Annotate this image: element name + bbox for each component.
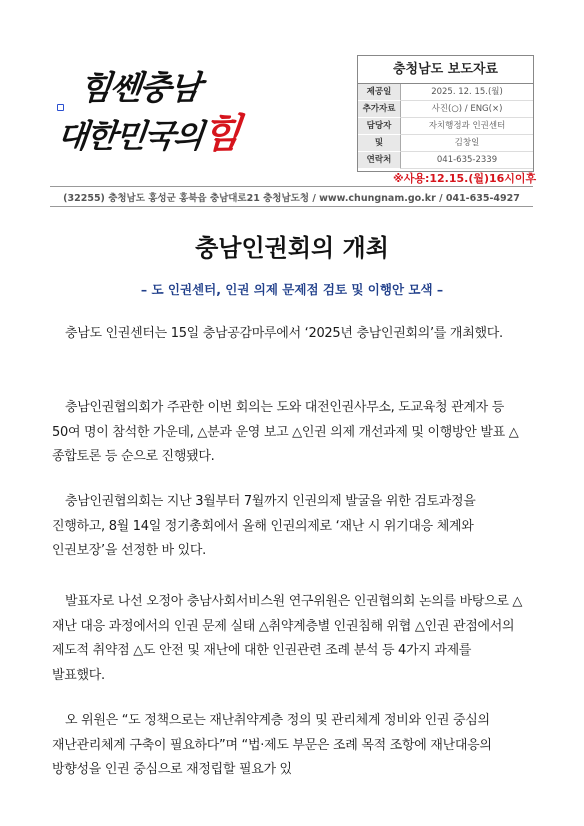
press-release-info-box: [357, 55, 534, 172]
press-release-title: 충청남도 보도자료: [358, 56, 533, 84]
header-divider-bottom: [50, 206, 533, 207]
info-value: 2025. 12. 15.(월): [401, 84, 533, 101]
body-paragraph: 충남인권협의회는 지난 3월부터 7월까지 인권의제 발굴을 위한 검토과정을 진행하고, 8월 14일 정기총회에서 올해 인권의제로 ‘재난 시 위기대응 체계와 인권보장’을 선정한 바 있다.: [52, 494, 476, 558]
info-key: 및: [358, 135, 401, 152]
body-paragraph: 충남도 인권센터는 15일 충남공감마루에서 ‘2025년 충남인권회의’를 개최했다.: [65, 326, 503, 341]
info-key: 담당자: [358, 118, 401, 135]
slogan-line-2: [55, 102, 242, 159]
info-value: 041-635-2339: [401, 152, 533, 169]
info-row-department: [358, 118, 533, 135]
info-value: 사진(○) / ENG(×): [401, 101, 533, 118]
headline: 충남인권회의 개최: [195, 233, 389, 262]
info-key: 추가자료: [358, 101, 401, 118]
bookmark-marker-icon: [57, 104, 64, 111]
body-paragraph: 발표자로 나선 오정아 충남사회서비스원 연구위원은 인권협의회 논의를 바탕으로 △재난 대응 과정에서의 인권 문제 실태 △취약계층별 인권침해 위협 △인권 관점에서의 제도적 취약점 △도 안전 및 재난에 대한 인권관련 조례 분석 등 4가지 과제를 발표했다.: [52, 594, 523, 683]
slogan-line-2-accent: 힘: [199, 110, 242, 157]
info-value: 김창일: [401, 135, 533, 152]
body-paragraph: 충남인권협의회가 주관한 이번 회의는 도와 대전인권사무소, 도교육청 관계자 등 50여 명이 참석한 가운데, △분과 운영 보고 △인권 의제 개선과제 및 이행방안 발표 △종합토론 등 순으로 진행됐다.: [52, 400, 519, 464]
info-key: 연락처: [358, 152, 401, 169]
info-row-materials: [358, 101, 533, 118]
header-divider-top: [50, 186, 533, 187]
slogan-line-2-main: 대한민국의: [55, 117, 204, 155]
office-address: (32255) 충청남도 홍성군 홍북읍 충남대로21 충청남도청 / www.chungnam.go.kr / 041-635-4927: [63, 193, 520, 204]
embargo-notice: ※사용:12.15.(월)16시이후: [393, 172, 537, 185]
slogan-line-1: 힘쎈충남: [77, 68, 202, 107]
slogan-logo: [55, 62, 288, 162]
info-value: 자치행정과 인권센터: [401, 118, 533, 135]
info-key: 제공일: [358, 84, 401, 101]
info-row-contact-person: [358, 135, 533, 152]
body-paragraph: 오 위원은 “도 정책으로는 재난취약계층 정의 및 관리체계 정비와 인권 중심의 재난관리체계 구축이 필요하다”며 “법·제도 부문은 조례 목적 조항에 재난대응의 방향성을 인권 중심으로 재정립할 필요가 있: [52, 713, 492, 777]
subheadline: – 도 인권센터, 인권 의제 문제점 검토 및 이행안 모색 –: [140, 282, 444, 297]
info-row-date: [358, 84, 533, 101]
info-row-phone: [358, 152, 533, 169]
